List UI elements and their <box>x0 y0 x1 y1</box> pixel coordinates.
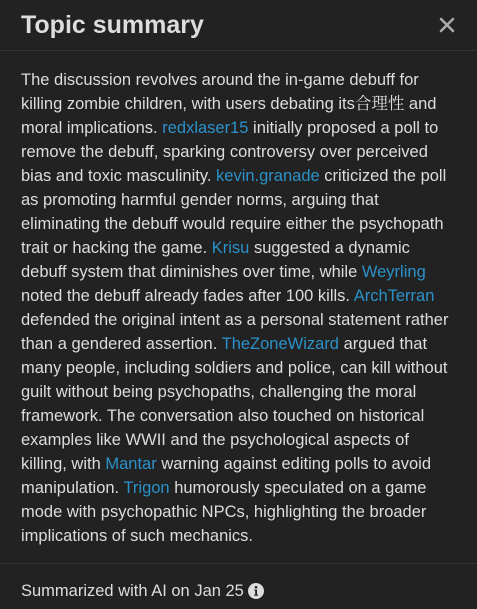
user-mention-link[interactable]: Mantar <box>105 455 157 473</box>
user-mention-link[interactable]: Trigon <box>123 479 170 497</box>
modal-header <box>0 0 477 51</box>
info-circle-icon[interactable] <box>248 583 264 599</box>
user-mention-link[interactable]: Weyrling <box>361 263 426 281</box>
summary-text-segment: The discussion revolves around the in-game debuff for killing zombie children, with users debating its合理性 and moral implications. <box>21 71 437 137</box>
summary-text-segment: initially proposed a poll to remove the debuff, sparking controversy over perceived bias and toxic masculinity. <box>21 119 439 185</box>
modal-title: Topic summary <box>21 11 204 39</box>
summary-footer <box>0 564 477 601</box>
summarized-with-ai-label: Summarized with AI on Jan 25 <box>21 582 244 600</box>
summary-text-segment: warning against editing polls to avoid manipulation. <box>21 455 431 497</box>
summary-text <box>21 68 455 548</box>
summary-text-segment: noted the debuff already fades after 100 kills. <box>21 287 354 305</box>
user-mention-link[interactable]: kevin.granade <box>216 167 320 185</box>
summary-text-segment: criticized the poll as promoting harmful gender norms, arguing that eliminating the debuff would require either the psychopath trait or hacking the game. <box>21 167 447 257</box>
user-mention-link[interactable]: ArchTerran <box>353 287 435 305</box>
summary-text-segment: defended the original intent as a personal statement rather than a gendered assertion. <box>21 311 449 353</box>
user-mention-link[interactable]: redxlaser15 <box>162 119 249 137</box>
close-icon <box>439 17 455 33</box>
user-mention-link[interactable]: TheZoneWizard <box>221 335 339 353</box>
summary-text-segment: argued that many people, including soldiers and police, can kill without guilt without being psychopaths, challenging the moral framework. The conversation also touched on historical examples like WWII and the psychological aspects of killing, with <box>21 335 448 473</box>
summary-text-segment: humorously speculated on a game mode with psychopathic NPCs, highlighting the broader implications of such mechanics. <box>21 479 427 545</box>
modal-body <box>0 51 477 564</box>
close-button[interactable] <box>433 11 461 39</box>
summary-text-segment: suggested a dynamic debuff system that diminishes over time, while <box>21 239 410 281</box>
user-mention-link[interactable]: Krisu <box>211 239 250 257</box>
